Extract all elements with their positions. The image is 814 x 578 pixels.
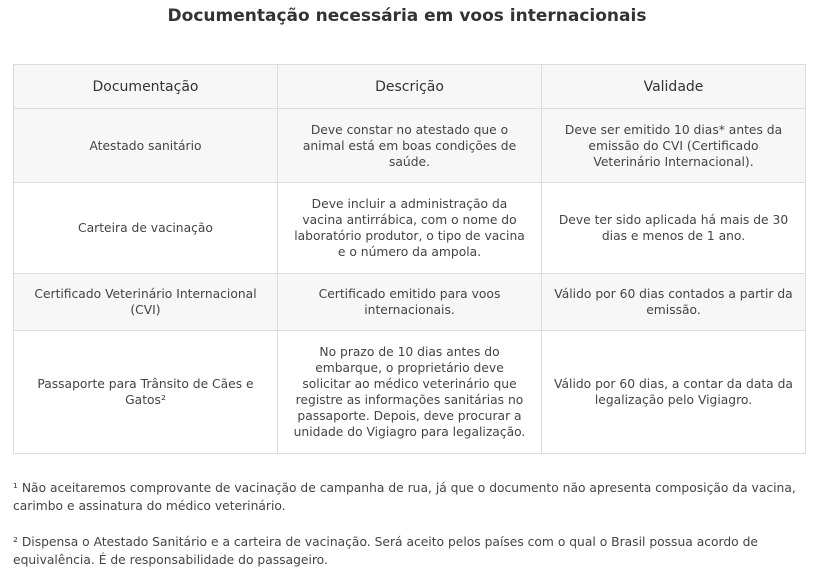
cell-descricao: Deve constar no atestado que o animal está em boas condições de saúde. <box>278 109 542 183</box>
table-header-row <box>14 65 806 109</box>
cell-documentacao: Carteira de vacinação <box>14 183 278 274</box>
cell-documentacao: Certificado Veterinário Internacional (CVI) <box>14 274 278 331</box>
column-header-descricao: Descrição <box>278 65 542 109</box>
cell-descricao: Deve incluir a administração da vacina antirrábica, com o nome do laboratório produtor, o tipo de vacina e o número da ampola. <box>278 183 542 274</box>
table-row <box>14 183 806 274</box>
cell-validade: Válido por 60 dias, a contar da data da legalização pelo Vigiagro. <box>542 331 806 454</box>
documentation-table <box>13 64 806 454</box>
cell-validade: Deve ter sido aplicada há mais de 30 dias e menos de 1 ano. <box>542 183 806 274</box>
cell-descricao: Certificado emitido para voos internacionais. <box>278 274 542 331</box>
table-row <box>14 109 806 183</box>
page-title: Documentação necessária em voos internacionais <box>167 6 647 26</box>
table-row <box>14 274 806 331</box>
table-row <box>14 331 806 454</box>
footnote-2: ² Dispensa o Atestado Sanitário e a carteira de vacinação. Será aceito pelos países com o qual o Brasil possua acordo de equivalência. É de responsabilidade do passageiro. <box>13 535 758 567</box>
cell-documentacao: Atestado sanitário <box>14 109 278 183</box>
cell-descricao: No prazo de 10 dias antes do embarque, o proprietário deve solicitar ao médico veterinário que registre as informações sanitárias no passaporte. Depois, deve procurar a unidade do Vigiagro para legalização. <box>278 331 542 454</box>
footnote-1: ¹ Não aceitaremos comprovante de vacinação de campanha de rua, já que o documento não apresenta composição da vacina, carimbo e assinatura do médico veterinário. <box>13 481 796 513</box>
column-header-validade: Validade <box>542 65 806 109</box>
cell-documentacao: Passaporte para Trânsito de Cães e Gatos² <box>14 331 278 454</box>
column-header-documentacao: Documentação <box>14 65 278 109</box>
cell-validade: Válido por 60 dias contados a partir da emissão. <box>542 274 806 331</box>
cell-validade: Deve ser emitido 10 dias* antes da emissão do CVI (Certificado Veterinário Internacional). <box>542 109 806 183</box>
